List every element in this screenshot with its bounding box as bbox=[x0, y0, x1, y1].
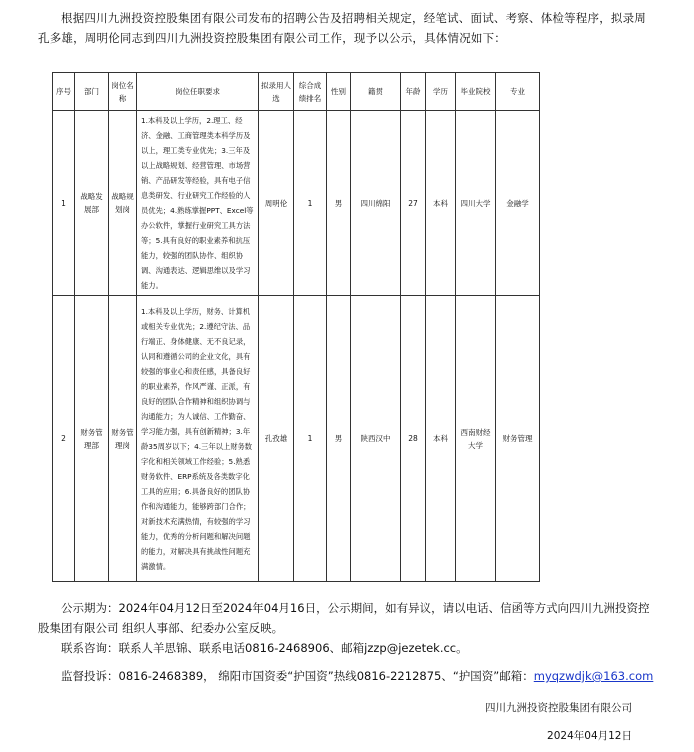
notice-section bbox=[38, 598, 658, 686]
cell-seq: 2 bbox=[53, 296, 75, 582]
header-school: 毕业院校 bbox=[456, 73, 496, 111]
cell-gender: 男 bbox=[327, 296, 351, 582]
header-score: 综合成绩排名 bbox=[294, 73, 327, 111]
header-gender: 性别 bbox=[327, 73, 351, 111]
cell-dept: 战略发展部 bbox=[75, 111, 109, 296]
header-major: 专业 bbox=[496, 73, 540, 111]
complaint-email-link[interactable]: myqzwdjk@163.com bbox=[533, 669, 654, 683]
candidate-table bbox=[52, 72, 540, 582]
complaint-text: 监督投诉：0816-2468389， 绵阳市国资委“护国资”热线0816-2212875、“护国资”邮箱： bbox=[61, 669, 534, 683]
cell-requirements: 1.本科及以上学历，财务、计算机或相关专业优先；2.遵纪守法、品行端正、身体健康、无不良记录，认同和遵循公司的企业文化，具有较强的事业心和责任感，具备良好的职业素养，作风严谨、正派，有良好的团队合作精神和组织协调与沟通能力；为人诚信、工作勤奋、学习能力强，具有创新精神；3.年龄35周岁以下；4.三年以上财务数字化和相关领域工作经验；5.熟悉财务软件、ERP系统及各类数字化工具的应用；6.具备良好的团队协作和沟通能力，能够跨部门合作；对新技术充满热情，有较强的学习能力，优秀的分析问题和解决问题的能力，对解决具有挑战性问题充满激情。 bbox=[137, 296, 259, 582]
cell-education: 本科 bbox=[426, 111, 456, 296]
header-candidate: 拟录用人选 bbox=[259, 73, 294, 111]
notice-complaint bbox=[38, 666, 658, 686]
table-row bbox=[53, 111, 540, 296]
header-age: 年龄 bbox=[401, 73, 426, 111]
header-seq: 序号 bbox=[53, 73, 75, 111]
cell-score: 1 bbox=[294, 296, 327, 582]
cell-candidate: 周明伦 bbox=[259, 111, 294, 296]
cell-origin: 四川绵阳 bbox=[351, 111, 401, 296]
cell-seq: 1 bbox=[53, 111, 75, 296]
date: 2024年04月12日 bbox=[547, 730, 632, 742]
notice-period: 公示期为：2024年04月12日至2024年04月16日，公示期间，如有异议，请以电话、信函等方式向四川九洲投资控股集团有限公司 组织人事部、纪委办公室反映。 bbox=[38, 601, 650, 635]
table-row bbox=[53, 296, 540, 582]
cell-major: 金融学 bbox=[496, 111, 540, 296]
table-header-row bbox=[53, 73, 540, 111]
cell-origin: 陕西汉中 bbox=[351, 296, 401, 582]
cell-age: 27 bbox=[401, 111, 426, 296]
cell-gender: 男 bbox=[327, 111, 351, 296]
notice-contact: 联系咨询：联系人羊思锦、联系电话0816-2468906、邮箱jzzp@jezetek.cc。 bbox=[61, 641, 468, 655]
header-origin: 籍贯 bbox=[351, 73, 401, 111]
cell-position: 战略规划岗 bbox=[109, 111, 137, 296]
header-education: 学历 bbox=[426, 73, 456, 111]
cell-school: 西南财经大学 bbox=[456, 296, 496, 582]
intro-paragraph: 根据四川九洲投资控股集团有限公司发布的招聘公告及招聘相关规定，经笔试、面试、考察、体检等程序，拟录周孔多雄，周明伦同志到四川九洲投资控股集团有限公司工作，现予以公示，具体情况如下： bbox=[38, 11, 646, 45]
header-requirements: 岗位任职要求 bbox=[137, 73, 259, 111]
header-position: 岗位名称 bbox=[109, 73, 137, 111]
cell-position: 财务管理岗 bbox=[109, 296, 137, 582]
cell-score: 1 bbox=[294, 111, 327, 296]
signature: 四川九洲投资控股集团有限公司 bbox=[485, 702, 632, 714]
cell-age: 28 bbox=[401, 296, 426, 582]
cell-candidate: 孔孜雄 bbox=[259, 296, 294, 582]
header-dept: 部门 bbox=[75, 73, 109, 111]
cell-school: 四川大学 bbox=[456, 111, 496, 296]
cell-requirements: 1.本科及以上学历，2.理工、经济、金融、工商管理类本科学历及以上，理工类专业优先；3.三年及以上战略规划、经营管理、市场营销、产品研发等经验，具有电子信息类研发、行业研究工作经验的人员优先；4.熟练掌握PPT、Excel等办公软件，掌握行业研究工具方法等；5.具有良好的职业素养和抗压能力，较强的团队协作、组织协调、沟通表达、逻辑思维以及学习能力。 bbox=[137, 111, 259, 296]
cell-major: 财务管理 bbox=[496, 296, 540, 582]
cell-education: 本科 bbox=[426, 296, 456, 582]
cell-dept: 财务管理部 bbox=[75, 296, 109, 582]
